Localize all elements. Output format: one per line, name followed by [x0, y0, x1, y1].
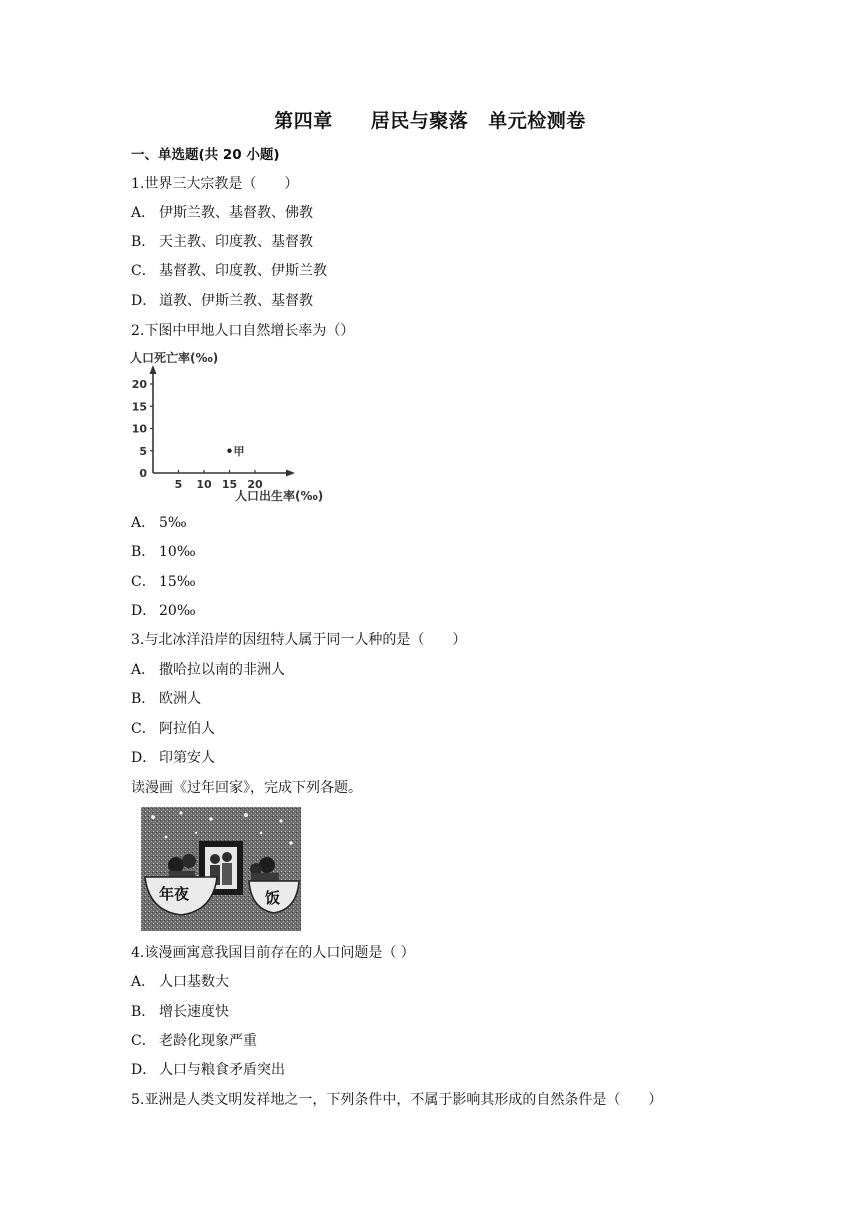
section-heading: 一、单选题(共 20 小题)	[131, 147, 280, 163]
option-letter: B．	[131, 1004, 156, 1020]
option-text: 5‰	[159, 515, 187, 531]
chart-points	[227, 445, 244, 458]
question-4-option-c[interactable]	[131, 1032, 257, 1050]
question-4-option-b[interactable]	[131, 1003, 229, 1021]
chart-x-tick-label: 10	[196, 478, 212, 491]
question-3-stem: 3.与北冰洋沿岸的因纽特人属于同一人种的是（ ）	[131, 632, 467, 648]
option-letter: C．	[131, 574, 156, 590]
chart-y-axis-label: 人口死亡率(‰)	[130, 351, 219, 365]
birth-death-rate-chart	[125, 348, 340, 508]
option-text: 撒哈拉以南的非洲人	[159, 662, 285, 678]
option-text: 阿拉伯人	[159, 721, 215, 737]
option-letter: C．	[131, 1033, 156, 1049]
option-letter: B．	[131, 544, 156, 560]
chart-x-axis-arrow	[286, 470, 295, 477]
question-1-option-b[interactable]	[131, 233, 313, 251]
option-text: 欧洲人	[159, 691, 201, 707]
option-text: 天主教、印度教、基督教	[159, 234, 313, 250]
chart-y-tick-label: 20	[131, 378, 147, 391]
chart-x-tick-label: 20	[247, 478, 263, 491]
option-text: 人口与粮食矛盾突出	[159, 1062, 285, 1078]
chart-point-label: 甲	[233, 444, 245, 458]
question-2-option-a[interactable]	[131, 514, 187, 532]
option-letter: C．	[131, 263, 156, 279]
question-3-option-c[interactable]	[131, 720, 215, 738]
cartoon-image	[141, 807, 301, 931]
option-text: 道教、伊斯兰教、基督教	[159, 293, 313, 309]
option-letter: A．	[131, 974, 156, 990]
question-2-option-d[interactable]	[131, 602, 196, 620]
question-1-stem: 1.世界三大宗教是（ ）	[131, 176, 299, 192]
reading-intro: 读漫画《过年回家》，完成下列各题。	[131, 780, 362, 796]
left-bowl-text: 年夜	[159, 885, 190, 903]
option-text: 增长速度快	[159, 1004, 229, 1020]
question-2-stem: 2.下图中甲地人口自然增长率为（）	[131, 323, 355, 339]
chart-y-tick-label: 5	[139, 444, 147, 458]
option-text: 基督教、印度教、伊斯兰教	[159, 263, 327, 279]
question-3-option-a[interactable]	[131, 661, 285, 679]
option-text: 老龄化现象严重	[159, 1033, 257, 1049]
option-letter: D．	[131, 750, 157, 766]
chart-y-tick-label: 0	[139, 467, 147, 480]
option-text: 人口基数大	[159, 974, 229, 990]
title-type: 单元检测卷	[488, 110, 586, 132]
question-4-option-d[interactable]	[131, 1061, 285, 1079]
option-text: 伊斯兰教、基督教、佛教	[159, 205, 313, 221]
question-4-option-a[interactable]	[131, 973, 229, 991]
chart-x-tick-label: 5	[174, 478, 183, 491]
question-2-option-b[interactable]	[131, 543, 196, 561]
title-chapter: 第四章	[274, 110, 333, 132]
option-letter: A．	[131, 205, 156, 221]
question-4-stem: 4.该漫画寓意我国目前存在的人口问题是（ ）	[131, 945, 415, 961]
option-text: 10‰	[159, 544, 196, 560]
chart-data-point	[227, 449, 231, 453]
option-text: 20‰	[159, 603, 196, 619]
chart-x-tick-label: 15	[221, 478, 238, 491]
option-text: 印第安人	[159, 750, 215, 766]
option-letter: A．	[131, 662, 156, 678]
option-letter: B．	[131, 234, 156, 250]
chart-y-ticks	[132, 378, 153, 480]
chart-x-axis-label: 人口出生率(‰)	[235, 489, 324, 503]
question-3-option-d[interactable]	[131, 749, 215, 767]
option-text: 15‰	[159, 574, 196, 590]
page-title	[0, 106, 860, 133]
question-3-option-b[interactable]	[131, 690, 201, 708]
option-letter: B．	[131, 691, 156, 707]
option-letter: C．	[131, 721, 156, 737]
chart-y-tick-label: 15	[131, 400, 147, 414]
option-letter: D．	[131, 603, 157, 619]
option-letter: A．	[131, 515, 156, 531]
chart-y-axis-arrow	[150, 365, 157, 374]
question-2-option-c[interactable]	[131, 573, 196, 591]
option-letter: D．	[131, 1062, 157, 1078]
chart-y-tick-label: 10	[131, 422, 147, 436]
right-bowl-text: 饭	[265, 889, 281, 907]
question-1-option-d[interactable]	[131, 292, 313, 310]
option-letter: D．	[131, 293, 157, 309]
question-5-stem: 5.亚洲是人类文明发祥地之一，下列条件中，不属于影响其形成的自然条件是（ ）	[131, 1092, 663, 1108]
question-1-option-a[interactable]	[131, 204, 313, 222]
title-topic: 居民与聚落	[370, 110, 469, 132]
question-1-option-c[interactable]	[131, 262, 327, 280]
